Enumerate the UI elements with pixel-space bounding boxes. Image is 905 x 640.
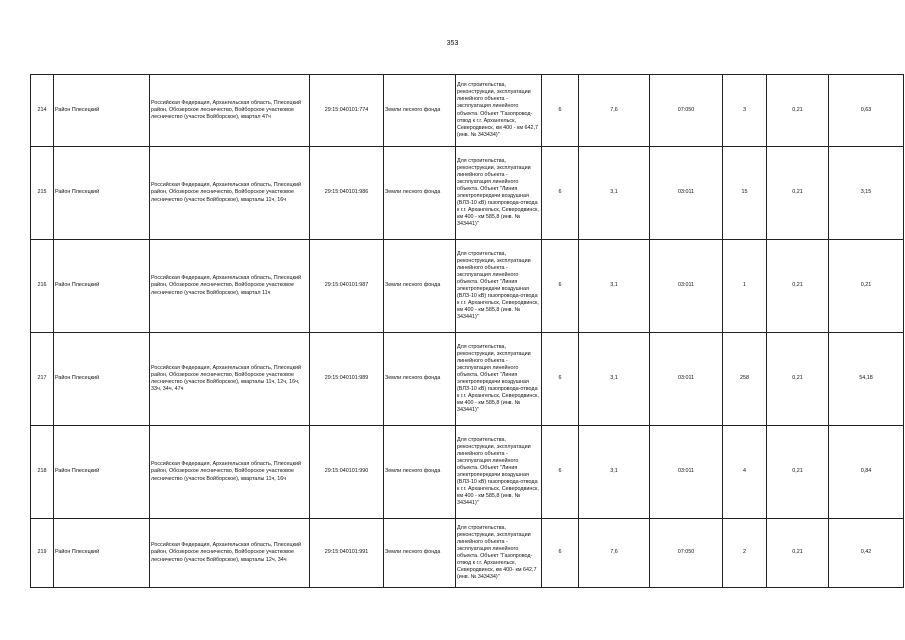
location-cell: Российская Федерация, Архангельская область, Плесецкий район, Обозерское лесничество, Войборское участковое лесничество (участок Войборское), кварталы 11ч, 16ч bbox=[150, 147, 310, 240]
district-cell: Район Плесецкий bbox=[54, 75, 150, 147]
table-row bbox=[31, 519, 904, 588]
permitted-use-cell: Для строительства, реконструкции, эксплуатации линейного объекта - эксплуатация линейного объекта. Объект "Линия электропередачи воздушная (ВЛЗ-10 кВ) газопровода-отвода к г.г. Архангельск, Северодвинск, км 400 - км 585,8 (инв. № 343441)" bbox=[456, 147, 542, 240]
value-col10-cell: 15 bbox=[723, 147, 767, 240]
permitted-use-cell: Для строительства, реконструкции, эксплуатации линейного объекта - эксплуатация линейного объекта. Объект "Линия электропередачи воздушная (ВЛЗ-10 кВ) газопровода-отвода к г.г. Архангельск, Северодвинск, км 400 - км 585,8 (инв. № 343441)" bbox=[456, 426, 542, 519]
value-col7-cell: 6 bbox=[542, 240, 579, 333]
table-row bbox=[31, 333, 904, 426]
value-col10-cell: 3 bbox=[723, 75, 767, 147]
table-row bbox=[31, 147, 904, 240]
location-cell: Российская Федерация, Архангельская область, Плесецкий район, Обозерское лесничество, Войборское участковое лесничество (участок Войборское), кварталы 11ч, 12ч, 16ч, 33ч, 34ч, 47ч bbox=[150, 333, 310, 426]
location-cell: Российская Федерация, Архангельская область, Плесецкий район, Обозерское лесничество, Войборское участковое лесничество (участок Войборское), квартал 47ч bbox=[150, 75, 310, 147]
permitted-use-cell: Для строительства, реконструкции, эксплуатации линейного объекта - эксплуатация линейного объекта. Объект "Линия электропередачи воздушная (ВЛЗ-10 кВ) газопровода-отвода к г.г. Архангельск, Северодвинск, км 400 - км 585,8 (инв. № 343441)" bbox=[456, 333, 542, 426]
value-col8-cell: 3,1 bbox=[579, 240, 650, 333]
location-cell: Российская Федерация, Архангельская область, Плесецкий район, Обозерское лесничество, Войборское участковое лесничество (участок Войборское), кварталы 12ч, 34ч bbox=[150, 519, 310, 588]
page-number: 353 bbox=[446, 40, 459, 47]
value-col11-cell: 0,21 bbox=[767, 426, 829, 519]
value-col11-cell: 0,21 bbox=[767, 147, 829, 240]
value-col8-cell: 7,6 bbox=[579, 75, 650, 147]
value-col8-cell: 3,1 bbox=[579, 333, 650, 426]
cadastral-number-cell: 29:15:040101:990 bbox=[310, 426, 384, 519]
row-number: 217 bbox=[31, 333, 54, 426]
district-cell: Район Плесецкий bbox=[54, 240, 150, 333]
land-category-cell: Земли лесного фонда bbox=[384, 240, 456, 333]
land-category-cell: Земли лесного фонда bbox=[384, 426, 456, 519]
value-col11-cell: 0,21 bbox=[767, 75, 829, 147]
land-category-cell: Земли лесного фонда bbox=[384, 75, 456, 147]
row-number: 218 bbox=[31, 426, 54, 519]
value-col12-cell: 0,42 bbox=[829, 519, 904, 588]
permitted-use-cell: Для строительства, реконструкции, эксплуатации линейного объекта - эксплуатация линейного объекта. Объект "Газопровод-отвод к г.г. Архангельск, Северодвинск, км 400 - км 642,7 (инв. № 343434)" bbox=[456, 75, 542, 147]
value-col11-cell: 0,21 bbox=[767, 240, 829, 333]
value-col8-cell: 7,6 bbox=[579, 519, 650, 588]
district-cell: Район Плесецкий bbox=[54, 333, 150, 426]
cadastral-number-cell: 29:15:040101:991 bbox=[310, 519, 384, 588]
value-col9-cell: 03:011 bbox=[650, 426, 723, 519]
value-col7-cell: 6 bbox=[542, 333, 579, 426]
permitted-use-cell: Для строительства, реконструкции, эксплуатации линейного объекта - эксплуатация линейного объекта. Объект "Газопровод-отвод к г.г. Архангельск, Северодвинск, км 400- км 642,7 (инв. № 343434)" bbox=[456, 519, 542, 588]
row-number: 214 bbox=[31, 75, 54, 147]
location-cell: Российская Федерация, Архангельская область, Плесецкий район, Обозерское лесничество, Войборское участковое лесничество (участок Войборское), кварталы 11ч, 16ч bbox=[150, 426, 310, 519]
row-number: 215 bbox=[31, 147, 54, 240]
land-plot-table bbox=[30, 74, 904, 588]
land-category-cell: Земли лесного фонда bbox=[384, 333, 456, 426]
permitted-use-cell: Для строительства, реконструкции, эксплуатации линейного объекта - эксплуатация линейного объекта. Объект "Линия электропередачи воздушная (ВЛЗ-10 кВ) газопровода-отвода к г.г. Архангельск, Северодвинск, км 400 - км 585,8 (инв. № 343441)" bbox=[456, 240, 542, 333]
value-col9-cell: 03:011 bbox=[650, 333, 723, 426]
land-category-cell: Земли лесного фонда bbox=[384, 147, 456, 240]
value-col7-cell: 6 bbox=[542, 519, 579, 588]
value-col9-cell: 03:011 bbox=[650, 240, 723, 333]
value-col12-cell: 0,21 bbox=[829, 240, 904, 333]
value-col12-cell: 3,15 bbox=[829, 147, 904, 240]
value-col7-cell: 6 bbox=[542, 426, 579, 519]
value-col7-cell: 6 bbox=[542, 147, 579, 240]
value-col10-cell: 4 bbox=[723, 426, 767, 519]
district-cell: Район Плесецкий bbox=[54, 147, 150, 240]
table-row bbox=[31, 240, 904, 333]
row-number: 216 bbox=[31, 240, 54, 333]
location-cell: Российская Федерация, Архангельская область, Плесецкий район, Обозерское лесничество, Войборское участковое лесничество (участок Войборское), квартал 11ч bbox=[150, 240, 310, 333]
value-col11-cell: 0,21 bbox=[767, 333, 829, 426]
value-col8-cell: 3,1 bbox=[579, 426, 650, 519]
district-cell: Район Плесецкий bbox=[54, 426, 150, 519]
value-col10-cell: 1 bbox=[723, 240, 767, 333]
table-row bbox=[31, 426, 904, 519]
value-col9-cell: 07:050 bbox=[650, 519, 723, 588]
value-col10-cell: 258 bbox=[723, 333, 767, 426]
value-col12-cell: 0,63 bbox=[829, 75, 904, 147]
value-col9-cell: 07:050 bbox=[650, 75, 723, 147]
value-col11-cell: 0,21 bbox=[767, 519, 829, 588]
value-col12-cell: 0,84 bbox=[829, 426, 904, 519]
land-category-cell: Земли лесного фонда bbox=[384, 519, 456, 588]
district-cell: Район Плесецкий bbox=[54, 519, 150, 588]
cadastral-number-cell: 29:15:040101:986 bbox=[310, 147, 384, 240]
cadastral-number-cell: 29:15:040101:987 bbox=[310, 240, 384, 333]
cadastral-number-cell: 29:15:040101:774 bbox=[310, 75, 384, 147]
table-row bbox=[31, 75, 904, 147]
value-col10-cell: 2 bbox=[723, 519, 767, 588]
value-col7-cell: 6 bbox=[542, 75, 579, 147]
value-col12-cell: 54,18 bbox=[829, 333, 904, 426]
value-col9-cell: 03:011 bbox=[650, 147, 723, 240]
value-col8-cell: 3,1 bbox=[579, 147, 650, 240]
row-number: 219 bbox=[31, 519, 54, 588]
cadastral-number-cell: 29:15:040101:989 bbox=[310, 333, 384, 426]
